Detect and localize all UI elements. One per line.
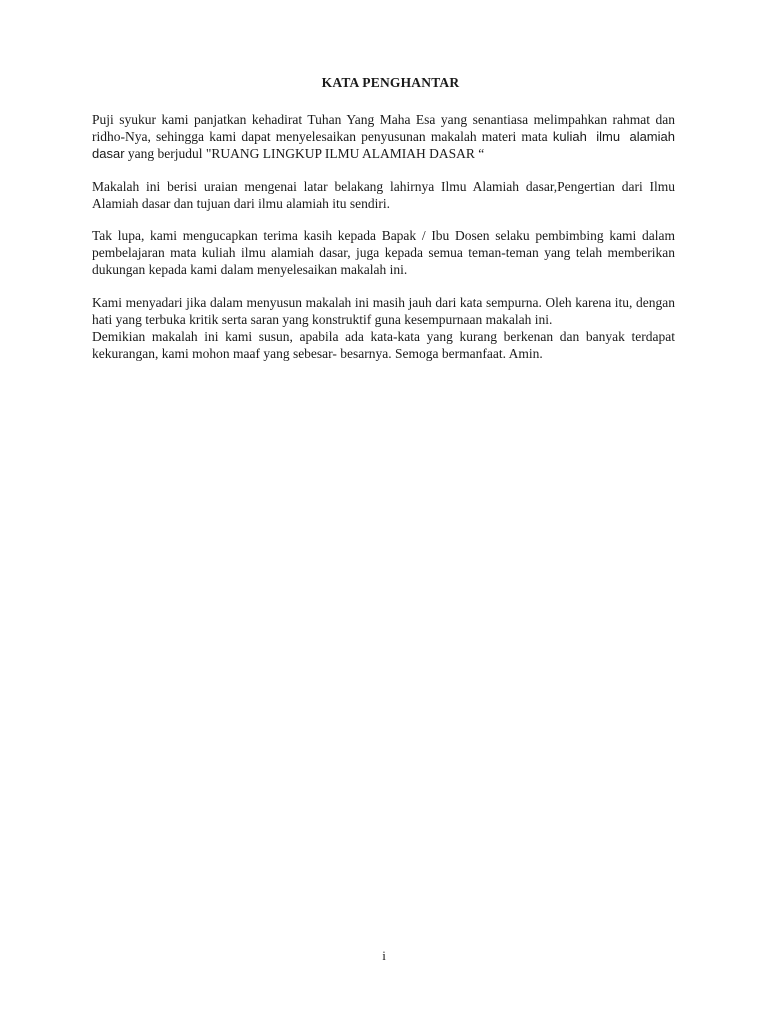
paragraph-1 xyxy=(92,111,675,163)
paragraph-2: Makalah ini berisi uraian mengenai latar belakang lahirnya Ilmu Alamiah dasar,Pengertian dari Ilmu Alamiah dasar dan tujuan dari ilmu alamiah itu sendiri. xyxy=(92,178,675,211)
page-title: KATA PENGHANTAR xyxy=(321,75,460,90)
paragraph-3: Tak lupa, kami mengucapkan terima kasih kepada Bapak / Ibu Dosen selaku pembimbing kami dalam pembelajaran mata kuliah ilmu alamiah dasar, juga kepada semua teman-teman yang telah memberikan dukungan kepada kami dalam menyelesaikan makalah ini. xyxy=(92,228,675,278)
paragraph-1-title-reference: yang berjudul "RUANG LINGKUP ILMU ALAMIAH DASAR “ xyxy=(124,146,485,162)
document-body xyxy=(92,74,675,377)
paragraph-1-intro: Puji syukur kami panjatkan kehadirat Tuhan Yang Maha Esa yang senantiasa melimpahkan rahmat dan ridho-Nya, sehingga kami dapat menyelesaikan penyusunan makalah materi mata xyxy=(92,112,675,145)
course-name: kuliah ilmu alamiah dasar xyxy=(92,129,675,162)
paragraph-4: Kami menyadari jika dalam menyusun makalah ini masih jauh dari kata sempurna. Oleh karena itu, dengan hati yang terbuka kritik serta saran yang konstruktif guna kesempurnaan makalah ini. xyxy=(92,294,675,327)
paragraph-5: Demikian makalah ini kami susun, apabila ada kata-kata yang kurang berkenan dan banyak terdapat kekurangan, kami mohon maaf yang sebesar- besarnya. Semoga bermanfaat. Amin. xyxy=(92,329,675,362)
page-number: i xyxy=(382,948,386,963)
